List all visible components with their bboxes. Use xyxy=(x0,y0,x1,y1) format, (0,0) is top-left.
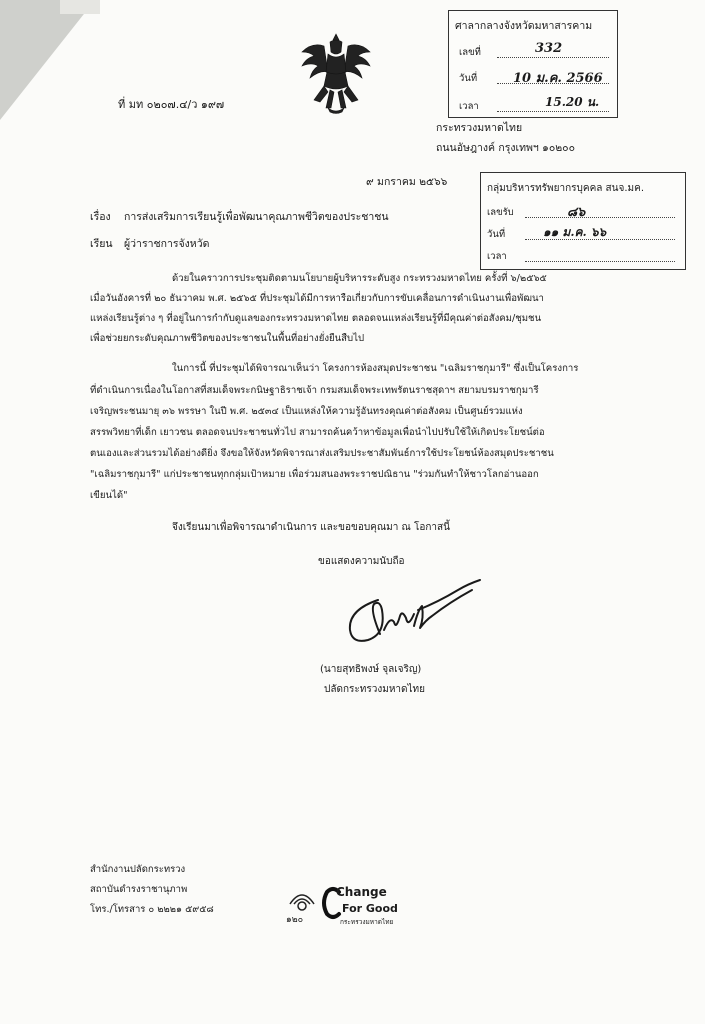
stamp-date-label: วันที่ xyxy=(459,73,478,84)
logo-caption: กระทรวงมหาดไทย xyxy=(340,918,394,926)
closing-regards: ขอแสดงความนับถือ xyxy=(318,556,405,567)
footer-line: โทร./โทรสาร ๐ ๒๒๒๑ ๕๙๕๘ xyxy=(90,904,214,915)
footer-line: สถาบันดำรงราชานุภาพ xyxy=(90,884,188,895)
closing-request: จึงเรียนมาเพื่อพิจารณาดำเนินการ และขอขอบคุณมา ณ โอกาสนี้ xyxy=(172,522,450,533)
signature-icon xyxy=(318,570,488,660)
stamp2-time-label: เวลา xyxy=(487,251,507,262)
logo-text-forgood: For Good xyxy=(342,902,398,915)
paper-fold-edge xyxy=(60,0,100,14)
para2-line: เจริญพระชนมายุ ๓๖ พรรษา ในปี พ.ศ. ๒๕๓๔ เป็นแหล่งให้ความรู้อันทรงคุณค่าต่อสังคม เป็นศูนย์รวมแห่ง xyxy=(90,406,523,417)
stamp2-date-value: ๑๑ ม.ค. ๖๖ xyxy=(543,225,607,239)
to-label: เรียน xyxy=(90,238,113,250)
para1-line: เมื่อวันอังคารที่ ๒๐ ธันวาคม พ.ศ. ๒๕๖๕ ที่ประชุมได้มีการหารือเกี่ยวกับการขับเคลื่อนการดำเนินงานเพื่อพัฒนา xyxy=(90,293,544,304)
subject-text: การส่งเสริมการเรียนรู้เพื่อพัฒนาคุณภาพชีวิตของประชาชน xyxy=(124,211,389,223)
stamp2-date-label: วันที่ xyxy=(487,229,506,240)
para2-line: ที่ดำเนินการเนื่องในโอกาสที่สมเด็จพระกนิษฐาธิราชเจ้า กรมสมเด็จพระเทพรัตนราชสุดาฯ สยามบรมราชกุมารี xyxy=(90,385,539,396)
stamp-time-value: 15.20 น. xyxy=(545,95,600,109)
stamp-time-label: เวลา xyxy=(459,101,479,112)
para1-line: ด้วยในคราวการประชุมติดตามนโยบายผู้บริหารระดับสูง กระทรวงมหาดไทย ครั้งที่ ๖/๒๕๖๕ xyxy=(172,273,547,284)
stamp-office: ศาลากลางจังหวัดมหาสารคาม xyxy=(455,20,593,32)
logo-number: ๑๒๐ xyxy=(286,915,304,925)
footer-line: สำนักงานปลัดกระทรวง xyxy=(90,864,186,875)
signer-title: ปลัดกระทรวงมหาดไทย xyxy=(324,684,426,695)
para1-line: แหล่งเรียนรู้ต่าง ๆ ที่อยู่ในการกำกับดูแลของกระทรวงมหาดไทย ตลอดจนแหล่งเรียนรู้ที่มีคุณค่าต่อสังคม/ชุมชน xyxy=(90,313,542,324)
receipt-stamp-hr-group xyxy=(480,172,686,270)
para2-line: "เฉลิมราชกุมารี" แก่ประชาชนทุกกลุ่มเป้าหมาย เพื่อร่วมสนองพระราชปณิธาน "ร่วมกันทำให้ชาวโลกอ่านออก xyxy=(90,469,539,480)
stamp-number-label: เลขที่ xyxy=(459,47,481,58)
receipt-stamp-provincial-hall xyxy=(448,10,618,118)
subject-label: เรื่อง xyxy=(90,211,111,223)
paper-fold-corner xyxy=(0,0,95,120)
para1-line: เพื่อช่วยยกระดับคุณภาพชีวิตของประชาชนในพื้นที่อย่างยั่งยืนสืบไป xyxy=(90,333,365,344)
change-for-good-logo xyxy=(284,880,414,932)
para2-line: สรรพวิทยาที่เด็ก เยาวชน ตลอดจนประชาชนทั่วไป สามารถค้นคว้าหาข้อมูลเพื่อนำไปปรับใช้ให้เกิดประโยชน์ต่อ xyxy=(90,427,545,438)
sender-address: ถนนอัษฎางค์ กรุงเทพฯ ๑๐๒๐๐ xyxy=(436,142,575,154)
document-number: ที่ มท ๐๒๐๗.๔/ว ๑๙๗ xyxy=(118,98,225,111)
stamp2-number-value: ๘๖ xyxy=(567,205,586,220)
signer-name: (นายสุทธิพงษ์ จุลเจริญ) xyxy=(320,664,422,675)
stamp2-office: กลุ่มบริหารทรัพยากรบุคคล สนจ.มค. xyxy=(487,183,644,194)
stamp2-number-label: เลขรับ xyxy=(487,207,514,218)
para2-line: ตนเองและส่วนรวมได้อย่างดียิ่ง จึงขอให้จังหวัดพิจารณาส่งเสริมประชาสัมพันธ์การใช้ประโยชน์ห้องสมุดประชาชน xyxy=(90,448,554,459)
stamp-number-value: 332 xyxy=(535,41,563,56)
to-text: ผู้ว่าราชการจังหวัด xyxy=(124,238,210,250)
ministry-logo-icon xyxy=(284,884,320,914)
para2-line: เขียนได้" xyxy=(90,490,128,501)
garuda-emblem-icon xyxy=(300,30,372,116)
stamp-date-value: 10 ม.ค. 2566 xyxy=(513,71,603,86)
sender-org: กระทรวงมหาดไทย xyxy=(436,122,523,134)
letter-date: ๙ มกราคม ๒๕๖๖ xyxy=(366,176,448,188)
para2-line: ในการนี้ ที่ประชุมได้พิจารณาเห็นว่า โครงการห้องสมุดประชาชน "เฉลิมราชกุมารี" ซึ่งเป็นโครงการ xyxy=(172,363,579,374)
logo-text-change: Change xyxy=(336,885,387,899)
